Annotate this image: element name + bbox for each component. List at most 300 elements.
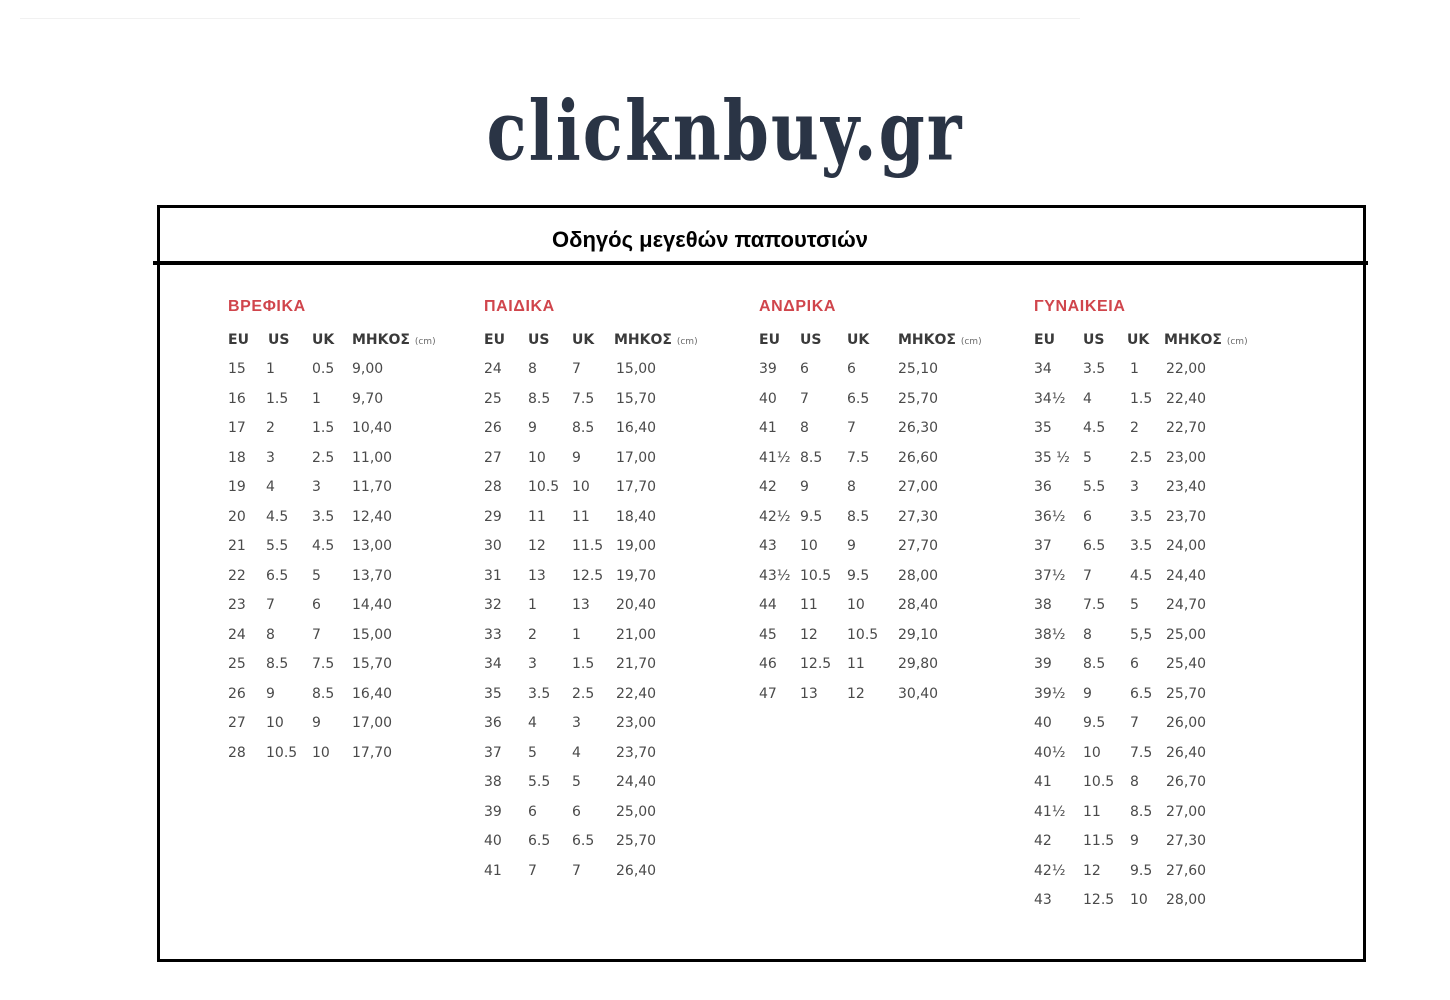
size-rows (759, 355, 999, 709)
us-size: 8 (800, 420, 809, 436)
eu-size: 39 (484, 803, 502, 820)
size-row (759, 650, 999, 680)
size-row (228, 621, 468, 651)
size-row (1034, 473, 1274, 503)
size-row (484, 532, 724, 562)
foot-length: 25,70 (1166, 685, 1207, 702)
foot-length: 17,70 (616, 479, 657, 495)
foot-length: 15,00 (352, 626, 393, 643)
size-row (484, 385, 724, 415)
foot-length: 27,70 (898, 538, 939, 554)
uk-size: 1 (572, 626, 581, 643)
eu-size: 18 (228, 449, 246, 466)
size-row (1034, 591, 1274, 621)
us-size: 8.5 (528, 390, 551, 407)
uk-size: 3 (1130, 479, 1139, 495)
size-row (1034, 650, 1274, 680)
us-size: 8 (528, 361, 537, 377)
eu-size: 41 (1034, 774, 1052, 790)
foot-length: 25,40 (1166, 656, 1207, 672)
eu-size: 36 (1034, 479, 1052, 495)
size-row (759, 532, 999, 562)
foot-length: 25,00 (616, 803, 657, 820)
uk-size: 5 (312, 567, 321, 584)
foot-length: 21,70 (616, 656, 657, 672)
us-size: 9 (800, 479, 809, 495)
uk-size: 4.5 (1130, 567, 1153, 584)
uk-size: 9 (572, 449, 581, 466)
size-row (228, 385, 468, 415)
uk-size: 6.5 (572, 833, 595, 849)
us-size: 10.5 (528, 479, 560, 495)
foot-length: 26,40 (1166, 744, 1207, 761)
uk-size: 13 (572, 597, 590, 613)
foot-length: 28,00 (898, 567, 939, 584)
eu-size: 38½ (1034, 626, 1066, 643)
size-row (1034, 532, 1274, 562)
eu-size: 23 (228, 597, 246, 613)
section-title: ΒΡΕΦΙΚΑ (228, 298, 306, 315)
uk-size: 7.5 (572, 390, 595, 407)
us-size: 7.5 (1083, 597, 1106, 613)
uk-size: 3 (572, 715, 581, 731)
foot-length: 19,00 (616, 538, 657, 554)
uk-size: 1.5 (572, 656, 595, 672)
eu-size: 15 (228, 361, 246, 377)
column-headers (759, 325, 999, 355)
us-size: 3 (266, 449, 275, 466)
eu-size: 35 (1034, 420, 1052, 436)
eu-size: 34 (1034, 361, 1052, 377)
us-size: 10 (1083, 744, 1101, 761)
size-row (228, 414, 468, 444)
eu-size: 43 (759, 538, 777, 554)
foot-length: 26,30 (898, 420, 939, 436)
foot-length: 17,00 (352, 715, 393, 731)
uk-size: 8.5 (1130, 803, 1153, 820)
size-row (759, 385, 999, 415)
eu-size: 41½ (759, 449, 791, 466)
uk-size: 7.5 (312, 656, 335, 672)
eu-size: 42 (1034, 833, 1052, 849)
foot-length: 25,10 (898, 361, 939, 377)
size-row (759, 473, 999, 503)
size-row (1034, 739, 1274, 769)
us-size: 3.5 (528, 685, 551, 702)
eu-size: 38 (1034, 597, 1052, 613)
uk-size: 8 (847, 479, 856, 495)
us-size: 1 (528, 597, 537, 613)
foot-length: 15,70 (616, 390, 657, 407)
header-length-unit: (cm) (960, 337, 982, 347)
size-row (759, 444, 999, 474)
eu-size: 39½ (1034, 685, 1066, 702)
header-us: US (800, 332, 822, 348)
uk-size: 8.5 (572, 420, 595, 436)
size-row (484, 768, 724, 798)
size-row (1034, 503, 1274, 533)
eu-size: 24 (484, 361, 502, 377)
size-row (484, 739, 724, 769)
uk-size: 10 (1130, 892, 1148, 908)
us-size: 9.5 (800, 508, 823, 525)
top-divider (20, 18, 1080, 19)
uk-size: 11.5 (572, 538, 604, 554)
eu-size: 37 (1034, 538, 1052, 554)
eu-size: 42½ (759, 508, 791, 525)
size-row (759, 503, 999, 533)
us-size: 10.5 (1083, 774, 1115, 790)
foot-length: 19,70 (616, 567, 657, 584)
section-women (1034, 296, 1274, 916)
foot-length: 9,00 (352, 361, 384, 377)
uk-size: 1 (1130, 361, 1139, 377)
eu-size: 27 (228, 715, 246, 731)
us-size: 6.5 (1083, 538, 1106, 554)
foot-length: 29,10 (898, 626, 939, 643)
uk-size: 4.5 (312, 538, 335, 554)
eu-size: 26 (484, 420, 502, 436)
us-size: 13 (528, 567, 546, 584)
header-eu: EU (759, 332, 780, 348)
eu-size: 33 (484, 626, 502, 643)
uk-size: 7.5 (1130, 744, 1153, 761)
eu-size: 43 (1034, 892, 1052, 908)
size-row (228, 650, 468, 680)
uk-size: 7 (572, 862, 581, 879)
eu-size: 39 (1034, 656, 1052, 672)
uk-size: 7 (1130, 715, 1139, 731)
size-row (228, 709, 468, 739)
size-row (1034, 680, 1274, 710)
header-length-unit: (cm) (1226, 337, 1248, 347)
foot-length: 17,00 (616, 449, 657, 466)
foot-length: 11,70 (352, 479, 393, 495)
us-size: 4 (266, 479, 275, 495)
uk-size: 8.5 (312, 685, 335, 702)
us-size: 8.5 (800, 449, 823, 466)
header-eu: EU (484, 332, 505, 348)
eu-size: 41 (484, 862, 502, 879)
eu-size: 35 (484, 685, 502, 702)
us-size: 10.5 (800, 567, 832, 584)
header-uk: UK (847, 332, 870, 348)
foot-length: 24,00 (1166, 538, 1207, 554)
eu-size: 36½ (1034, 508, 1066, 525)
us-size: 2 (528, 626, 537, 643)
foot-length: 15,70 (352, 656, 393, 672)
us-size: 10 (528, 449, 546, 466)
foot-length: 26,70 (1166, 774, 1207, 790)
size-row (759, 680, 999, 710)
header-uk: UK (1127, 332, 1150, 348)
us-size: 11.5 (1083, 833, 1115, 849)
size-row (484, 827, 724, 857)
us-size: 7 (266, 597, 275, 613)
us-size: 6 (800, 361, 809, 377)
eu-size: 42 (759, 479, 777, 495)
eu-size: 28 (484, 479, 502, 495)
foot-length: 25,00 (1166, 626, 1207, 643)
us-size: 5 (528, 744, 537, 761)
uk-size: 8.5 (847, 508, 870, 525)
header-length (898, 325, 982, 357)
us-size: 2 (266, 420, 275, 436)
uk-size: 10 (847, 597, 865, 613)
section-kids (484, 296, 724, 886)
eu-size: 41 (759, 420, 777, 436)
eu-size: 40 (759, 390, 777, 407)
foot-length: 26,60 (898, 449, 939, 466)
size-row (1034, 886, 1274, 916)
us-size: 11 (1083, 803, 1101, 820)
foot-length: 23,00 (1166, 449, 1207, 466)
foot-length: 23,00 (616, 715, 657, 731)
foot-length: 15,00 (616, 361, 657, 377)
us-size: 6 (528, 803, 537, 820)
eu-size: 30 (484, 538, 502, 554)
foot-length: 26,40 (616, 862, 657, 879)
header-length-label: ΜΗΚΟΣ (1164, 332, 1222, 348)
size-row (484, 798, 724, 828)
header-length-unit: (cm) (676, 337, 698, 347)
size-row (759, 621, 999, 651)
us-size: 5 (1083, 449, 1092, 466)
foot-length: 27,30 (898, 508, 939, 525)
uk-size: 3.5 (1130, 508, 1153, 525)
uk-size: 1.5 (1130, 390, 1153, 407)
eu-size: 40 (1034, 715, 1052, 731)
foot-length: 24,40 (1166, 567, 1207, 584)
uk-size: 5,5 (1130, 626, 1153, 643)
uk-size: 7.5 (847, 449, 870, 466)
size-row (484, 444, 724, 474)
size-row (1034, 444, 1274, 474)
size-row (484, 414, 724, 444)
column-headers (1034, 325, 1274, 355)
eu-size: 32 (484, 597, 502, 613)
size-row (1034, 798, 1274, 828)
size-guide-title: Οδηγός μεγεθών παπουτσιών (552, 227, 868, 252)
uk-size: 2.5 (312, 449, 335, 466)
uk-size: 2.5 (1130, 449, 1153, 466)
foot-length: 20,40 (616, 597, 657, 613)
size-rows (228, 355, 468, 768)
us-size: 13 (800, 685, 818, 702)
eu-size: 24 (228, 626, 246, 643)
eu-size: 27 (484, 449, 502, 466)
us-size: 8.5 (266, 656, 289, 672)
eu-size: 38 (484, 774, 502, 790)
eu-size: 21 (228, 538, 246, 554)
size-row (484, 680, 724, 710)
eu-size: 39 (759, 361, 777, 377)
eu-size: 37 (484, 744, 502, 761)
us-size: 6 (1083, 508, 1092, 525)
header-length-label: ΜΗΚΟΣ (898, 332, 956, 348)
foot-length: 22,70 (1166, 420, 1207, 436)
header-us: US (268, 332, 290, 348)
size-row (228, 680, 468, 710)
us-size: 8 (266, 626, 275, 643)
size-row (484, 857, 724, 887)
eu-size: 17 (228, 420, 246, 436)
uk-size: 2.5 (572, 685, 595, 702)
us-size: 11 (800, 597, 818, 613)
size-rows (1034, 355, 1274, 916)
foot-length: 9,70 (352, 390, 384, 407)
site-logo[interactable]: clicknbuy.gr (486, 82, 964, 180)
us-size: 5.5 (266, 538, 289, 554)
us-size: 10.5 (266, 744, 298, 761)
eu-size: 40½ (1034, 744, 1066, 761)
header-eu: EU (1034, 332, 1055, 348)
uk-size: 3.5 (312, 508, 335, 525)
us-size: 9 (528, 420, 537, 436)
uk-size: 6 (1130, 656, 1139, 672)
foot-length: 14,40 (352, 597, 393, 613)
us-size: 7 (1083, 567, 1092, 584)
eu-size: 26 (228, 685, 246, 702)
foot-length: 27,60 (1166, 862, 1207, 879)
size-row (484, 503, 724, 533)
header-length (1164, 325, 1248, 357)
foot-length: 13,00 (352, 538, 393, 554)
uk-size: 11 (572, 508, 590, 525)
eu-size: 37½ (1034, 567, 1066, 584)
size-row (484, 591, 724, 621)
eu-size: 16 (228, 390, 246, 407)
size-row (484, 355, 724, 385)
foot-length: 16,40 (352, 685, 393, 702)
foot-length: 25,70 (616, 833, 657, 849)
eu-size: 45 (759, 626, 777, 643)
us-size: 10 (266, 715, 284, 731)
eu-size: 34 (484, 656, 502, 672)
us-size: 6.5 (528, 833, 551, 849)
uk-size: 10 (572, 479, 590, 495)
header-eu: EU (228, 332, 249, 348)
size-row (1034, 621, 1274, 651)
size-rows (484, 355, 724, 886)
foot-length: 24,70 (1166, 597, 1207, 613)
foot-length: 25,70 (898, 390, 939, 407)
header-length-label: ΜΗΚΟΣ (352, 332, 410, 348)
foot-length: 24,40 (616, 774, 657, 790)
eu-size: 42½ (1034, 862, 1066, 879)
eu-size: 35 ½ (1034, 449, 1070, 466)
us-size: 6.5 (266, 567, 289, 584)
foot-length: 23,40 (1166, 479, 1207, 495)
size-row (484, 621, 724, 651)
foot-length: 27,00 (1166, 803, 1207, 820)
size-row (228, 591, 468, 621)
foot-length: 27,00 (898, 479, 939, 495)
size-row (1034, 709, 1274, 739)
eu-size: 29 (484, 508, 502, 525)
eu-size: 25 (228, 656, 246, 672)
size-row (228, 562, 468, 592)
size-row (759, 591, 999, 621)
size-row (228, 532, 468, 562)
us-size: 4 (528, 715, 537, 731)
size-row (1034, 355, 1274, 385)
foot-length: 22,00 (1166, 361, 1207, 377)
uk-size: 9 (312, 715, 321, 731)
section-title: ΠΑΙΔΙΚΑ (484, 298, 555, 315)
column-headers (228, 325, 468, 355)
uk-size: 12.5 (572, 567, 604, 584)
size-row (759, 414, 999, 444)
us-size: 4.5 (1083, 420, 1106, 436)
size-row (228, 503, 468, 533)
header-us: US (1083, 332, 1105, 348)
foot-length: 26,00 (1166, 715, 1207, 731)
uk-size: 5 (572, 774, 581, 790)
uk-size: 3.5 (1130, 538, 1153, 554)
uk-size: 9 (1130, 833, 1139, 849)
foot-length: 13,70 (352, 567, 393, 584)
us-size: 4 (1083, 390, 1092, 407)
uk-size: 10 (312, 744, 330, 761)
section-men (759, 296, 999, 709)
eu-size: 34½ (1034, 390, 1066, 407)
size-row (1034, 414, 1274, 444)
us-size: 9 (266, 685, 275, 702)
uk-size: 6.5 (847, 390, 870, 407)
uk-size: 2 (1130, 420, 1139, 436)
foot-length: 30,40 (898, 685, 939, 702)
header-length-unit: (cm) (414, 337, 436, 347)
column-headers (484, 325, 724, 355)
uk-size: 10.5 (847, 626, 879, 643)
foot-length: 10,40 (352, 420, 393, 436)
uk-size: 9.5 (1130, 862, 1153, 879)
size-row (228, 473, 468, 503)
header-uk: UK (312, 332, 335, 348)
header-length-label: ΜΗΚΟΣ (614, 332, 672, 348)
uk-size: 1.5 (312, 420, 335, 436)
eu-size: 20 (228, 508, 246, 525)
eu-size: 44 (759, 597, 777, 613)
eu-size: 36 (484, 715, 502, 731)
uk-size: 5 (1130, 597, 1139, 613)
size-row (1034, 385, 1274, 415)
foot-length: 11,00 (352, 449, 393, 466)
header-length (614, 325, 698, 357)
us-size: 8.5 (1083, 656, 1106, 672)
eu-size: 40 (484, 833, 502, 849)
foot-length: 21,00 (616, 626, 657, 643)
foot-length: 16,40 (616, 420, 657, 436)
size-row (228, 355, 468, 385)
size-row (484, 473, 724, 503)
size-row (484, 562, 724, 592)
uk-size: 1 (312, 390, 321, 407)
section-title: ΓΥΝΑΙΚΕΙΑ (1034, 298, 1126, 315)
eu-size: 43½ (759, 567, 791, 584)
uk-size: 0.5 (312, 361, 335, 377)
uk-size: 11 (847, 656, 865, 672)
us-size: 7 (800, 390, 809, 407)
foot-length: 22,40 (1166, 390, 1207, 407)
foot-length: 28,40 (898, 597, 939, 613)
uk-size: 4 (572, 744, 581, 761)
us-size: 10 (800, 538, 818, 554)
foot-length: 17,70 (352, 744, 393, 761)
eu-size: 46 (759, 656, 777, 672)
uk-size: 7 (572, 361, 581, 377)
